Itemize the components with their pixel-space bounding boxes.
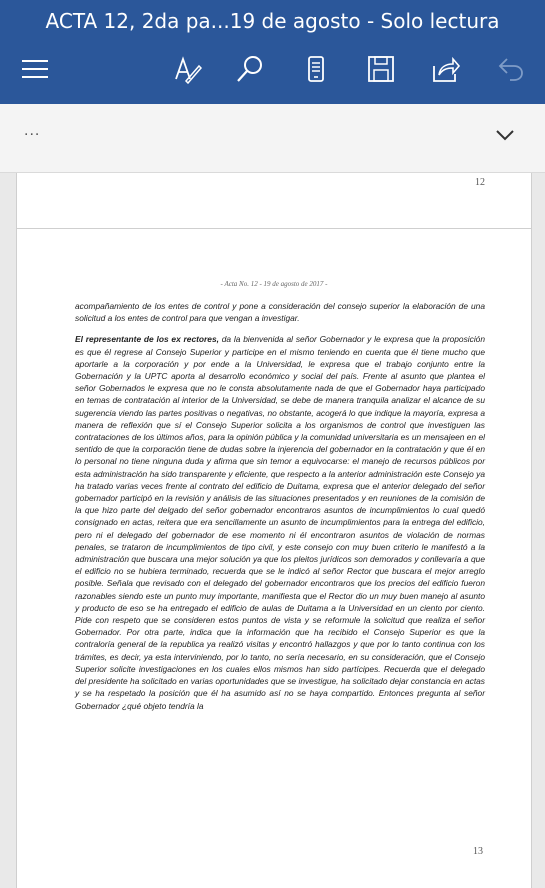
page-number: 13	[473, 846, 483, 857]
save-icon	[366, 54, 396, 84]
chevron-down-icon[interactable]	[494, 124, 516, 146]
edit-pen-icon	[172, 54, 202, 84]
undo-icon	[496, 54, 526, 84]
page-body-text	[75, 300, 485, 721]
more-options-button[interactable]: ...	[24, 122, 41, 139]
command-bar	[0, 104, 545, 173]
search-icon	[235, 54, 265, 84]
hamburger-menu-icon	[20, 54, 50, 84]
speaker-label: El representante de los ex rectores,	[75, 334, 219, 345]
document-title: ACTA 12, 2da pa...19 de agosto - Solo lectura	[45, 9, 500, 33]
undo-button[interactable]	[493, 52, 529, 86]
reading-mode-icon	[301, 54, 331, 84]
hamburger-menu-button[interactable]	[17, 52, 53, 86]
paragraph	[75, 333, 485, 711]
page-header: - Acta No. 12 - 19 de agosto de 2017 -	[220, 280, 328, 288]
paragraph-text: da la bienvenida al señor Gobernador y le expresa que la proposición es que él regrese al Consejo Superior y participe en el mismo teniendo en cuenta que él tiene mucho que aportarle a la corporación y por ende a la Universidad, le expresa que el trabajo conjunto entre la Gobernación y la UPTC aporta al desarrollo económico y social del país. Frente al asunto que plantea el señor Gobernados le expresa que no le consta absolutamente nada de que el Gobernador haya participado en temas de contratación al interior de la Universidad, se debe de manera tranquila analizar el alcance de su sugerencia viendo las partes positivas o negativas, no obstante, acogerá lo que indique la mayoría, expresa a manera de reflexión que sí el Consejo Superior solicita a los organismos de control que investiguen las contrataciones de los últimos años, para la opinión pública y la comunidad universitaria es un mensajeen en el sentido de que la corporación tiene de dudas sobre la injerencia del gobernador en la contratación y que él en lo personal no tiene ninguna duda y afirma que sin temor a equivocarse: el manejo de recursos públicos por esta administración ha sido transparente y eficiente, que respecto a la anterior administración este Consejo ya ha tratado varias veces frente al contrato del edificio de Duitama, expresa que el anterior delegado del señor gobernador participó en la revisión y análisis de las situaciones presentados y en reuniones de la comisión de la que hizo parte del delgado del señor gobernador encontraros asuntos de incumplimientos lo cual quedó consignado en actas, reitera que era sencillamente un asunto de incumplimientos para la entrega del edificio, pero ni el delegado del gobernador de ese momento ni él encontraron asuntos de violación de normas penales, se trataron de incumplimientos de tipo civil, y este consejo con muy buen criterio le manifestó a la administración que buscara una mejor solución ya que los pleitos jurídicos son demorados y conllevaría a que el edificio no se hubiera terminado, recuerda que se le indicó al señor Rector que buscara el mejor arreglo posible. Señala que revisado con el delegado del gobernador encontraros que los precios del edificio fueron razonables siendo este un punto muy importante, manifiesta que el Rector dio un muy buen manejo al asunto y producto de eso se ha entregado el edificio de aulas de Duitama a la Universidad en un ciento por ciento. Pide con respeto que se consideren estos puntos de vista y se reformule la solicitud que realiza el señor Gobernador. Por otra parte, indica que la información que ha recibido el Consejo Superior es que la contraloría general de la republica ya realizó visitas y encontró hallazgos y que por lo tanto continua con los trámites, es decir, ya esta interviniendo, por lo tanto, no sería necesario, en su consideración, que el Consejo Superior solicite investigaciones en los cuales ellos mismos han sido partícipes. Recuerda que el delegado del presidente ha solicitado en varias oportunidades que se investigue, ha solicitado dejar constancia en actas y se ha respetado la posición que él ha asumido así no se haya compartido. Entonces pregunta al señor Gobernador ¿qué objeto tendría la	[75, 334, 485, 711]
edit-button[interactable]	[169, 52, 205, 86]
page-number: 12	[475, 177, 485, 188]
reading-mode-button[interactable]	[298, 52, 334, 86]
search-button[interactable]	[232, 52, 268, 86]
document-viewer[interactable]	[0, 173, 545, 888]
document-page-13	[16, 228, 532, 888]
save-button[interactable]	[363, 52, 399, 86]
app-bar	[0, 0, 545, 104]
paragraph: acompañamiento de los entes de control y pone a consideración del consejo superior la elaboración de una solicitud a los entes de control para que vengan a investigar.	[75, 301, 485, 324]
share-button[interactable]	[428, 52, 464, 86]
share-icon	[431, 54, 461, 84]
